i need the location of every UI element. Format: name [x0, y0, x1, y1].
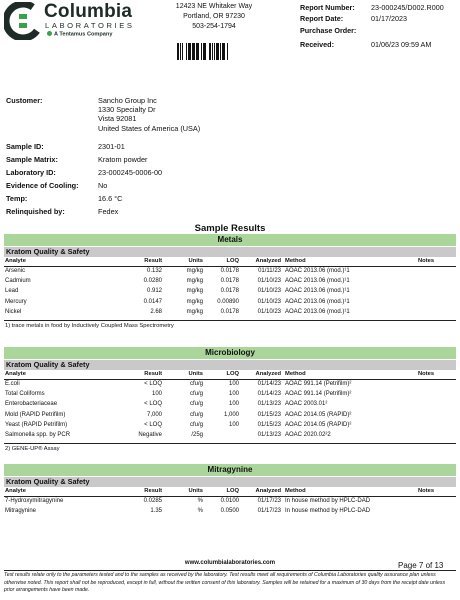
- received-date: 01/06/23 09:59 AM: [371, 40, 432, 49]
- table-cell: Lead: [5, 288, 19, 295]
- column-header: Notes: [418, 371, 435, 377]
- cooling-value: No: [98, 181, 108, 190]
- table-cell: %: [197, 498, 203, 504]
- table-cell: 0.0178: [220, 308, 239, 315]
- table-cell: cfu/g: [189, 411, 203, 418]
- column-header: Analyzed: [255, 258, 281, 264]
- table-cell: AOAC 2013.06 (mod.)¹1: [285, 268, 350, 274]
- group-header-bar: Kratom Quality & Safety: [4, 477, 456, 487]
- table-cell: 0.0147: [143, 298, 162, 305]
- table-cell: < LOQ: [144, 421, 162, 428]
- table-row: [0, 391, 460, 401]
- report-number-label: Report Number:: [300, 3, 355, 12]
- address-line-3: 503-254-1794: [192, 23, 236, 30]
- header-divider: [4, 496, 456, 497]
- column-header: Notes: [418, 258, 435, 264]
- table-cell: AOAC 2013.06 (mod.)¹1: [285, 278, 350, 285]
- table-cell: Nickel: [5, 308, 22, 315]
- purchase-order-label: Purchase Order:: [300, 26, 357, 35]
- table-cell: < LOQ: [144, 381, 162, 387]
- table-cell: 01/15/23: [257, 421, 281, 428]
- column-header: Analyte: [5, 258, 26, 264]
- table-cell: mg/kg: [186, 268, 203, 274]
- table-cell: AOAC 2020.02²2: [285, 432, 331, 438]
- section-divider: [4, 320, 456, 321]
- customer-line: Sancho Group Inc: [98, 96, 157, 105]
- column-header: LOQ: [226, 488, 239, 494]
- laboratory-id: 23-000245-0006-00: [98, 168, 163, 177]
- table-cell: AOAC 2003.01²: [285, 401, 328, 408]
- table-cell: 7,000: [146, 411, 162, 418]
- table-cell: 0.912: [146, 288, 162, 295]
- column-header: Units: [188, 488, 203, 494]
- report-number: 23-000245/D002.R000: [371, 3, 444, 12]
- table-cell: 100: [228, 421, 239, 428]
- table-cell: 1.35: [150, 508, 162, 515]
- table-cell: 0.0100: [220, 498, 239, 504]
- table-cell: Yeast (RAPID Petrifilm): [5, 421, 68, 428]
- table-cell: 01/13/23: [257, 401, 281, 408]
- column-header: Result: [144, 258, 162, 264]
- table-row: [0, 412, 460, 422]
- table-row: [0, 268, 460, 278]
- table-cell: cfu/g: [189, 381, 203, 387]
- table-cell: Mercury: [5, 298, 27, 305]
- table-cell: %: [197, 508, 203, 515]
- table-cell: cfu/g: [189, 391, 203, 398]
- cooling-label: Evidence of Cooling:: [6, 181, 79, 190]
- table-row: [0, 309, 460, 319]
- table-cell: 01/14/23: [257, 391, 281, 398]
- table-cell: < LOQ: [144, 401, 162, 408]
- table-cell: Negative: [138, 432, 162, 438]
- table-cell: 100: [228, 401, 239, 408]
- table-cell: 100: [228, 391, 239, 398]
- brand-tagline: [47, 31, 112, 38]
- columbia-logo-icon: [4, 2, 42, 40]
- table-cell: 0.0500: [220, 508, 239, 515]
- section-title-bar: Metals: [4, 234, 456, 246]
- table-cell: mg/kg: [186, 298, 203, 305]
- customer-line: Vista 92081: [98, 114, 137, 123]
- table-cell: 0.0178: [220, 288, 239, 295]
- column-header: Analyte: [5, 488, 26, 494]
- table-cell: Enterobacteriaceae: [5, 401, 58, 408]
- section-title-bar: Microbiology: [4, 347, 456, 359]
- table-cell: 01/10/23: [257, 308, 281, 315]
- table-cell: 01/10/23: [257, 288, 281, 295]
- table-cell: 01/17/23: [257, 498, 281, 504]
- table-cell: 2.68: [150, 308, 162, 315]
- sample-matrix-label: Sample Matrix:: [6, 155, 58, 164]
- results-title: Sample Results: [194, 223, 266, 234]
- column-header: LOQ: [226, 371, 239, 377]
- group-header-bar: Kratom Quality & Safety: [4, 360, 456, 370]
- table-cell: 0.0285: [143, 498, 162, 504]
- disclaimer: Test results relate only to the parameters tested and to the samples as received by the laboratory. Test results meet all requirements of Columbia Laboratories quality assurance plan unless otherwise noted. This report shall not be reproduced, except in full, without the written consent of this laboratory. Samples will be retained for a maximum of 30 days from the receipt date unless prior arrangements have been made.: [4, 572, 446, 594]
- table-cell: cfu/g: [189, 421, 203, 428]
- table-cell: 1,000: [223, 411, 239, 418]
- customer-line: United States of America (USA): [98, 124, 201, 133]
- address-line-1: 12423 NE Whitaker Way: [175, 3, 253, 10]
- table-cell: 01/10/23: [257, 278, 281, 285]
- relinquished-value: Fedex: [98, 207, 119, 216]
- column-header: Method: [285, 488, 306, 494]
- table-cell: mg/kg: [186, 278, 203, 285]
- group-header-bar: Kratom Quality & Safety: [4, 247, 456, 257]
- column-header: Analyzed: [255, 488, 281, 494]
- table-cell: 0.0178: [220, 278, 239, 285]
- section-footnote: 2) GENE-UP® Assay: [5, 446, 60, 453]
- table-cell: 7-Hydroxymitragynine: [5, 498, 64, 504]
- table-row: [0, 508, 460, 518]
- temp-label: Temp:: [6, 194, 28, 203]
- sample-id-label: Sample ID:: [6, 142, 44, 151]
- table-cell: /25g: [191, 432, 203, 438]
- temp-value: 16.6 °C: [98, 194, 123, 203]
- table-row: [0, 278, 460, 288]
- column-header: Result: [144, 371, 162, 377]
- table-row: [0, 432, 460, 442]
- table-cell: 100: [228, 381, 239, 387]
- section-title-bar: Mitragynine: [4, 464, 456, 476]
- report-date: 01/17/2023: [371, 14, 407, 23]
- header-divider: [4, 379, 456, 380]
- table-cell: Salmonella spp. by PCR: [5, 432, 71, 438]
- table-row: [0, 299, 460, 309]
- column-header: Method: [285, 258, 306, 264]
- table-cell: 01/14/23: [257, 381, 281, 387]
- brand-subtitle: LABORATORIES: [45, 21, 135, 30]
- table-cell: 01/17/23: [257, 508, 281, 515]
- sample-matrix: Kratom powder: [98, 155, 148, 164]
- table-cell: Mold (RAPID Petrifilm): [5, 411, 66, 418]
- header-divider: [4, 266, 456, 267]
- brand-tagline-text: A Tentamus Company: [54, 31, 113, 38]
- table-cell: AOAC 2013.06 (mod.)¹1: [285, 298, 350, 305]
- report-date-label: Report Date:: [300, 14, 344, 23]
- table-row: [0, 422, 460, 432]
- table-cell: Arsenic: [5, 268, 26, 274]
- table-cell: 0.132: [146, 268, 162, 274]
- column-header: Result: [144, 488, 162, 494]
- table-row: [0, 401, 460, 411]
- table-cell: 01/11/23: [258, 268, 281, 274]
- table-cell: AOAC 2013.06 (mod.)¹1: [285, 308, 350, 315]
- column-header: Analyzed: [255, 371, 281, 377]
- customer-label: Customer:: [6, 96, 43, 105]
- footer-divider: [4, 570, 456, 571]
- column-header: Method: [285, 371, 306, 377]
- table-cell: AOAC 2013.06 (mod.)¹1: [285, 288, 350, 295]
- brand-name: Columbia: [44, 1, 133, 22]
- table-cell: AOAC 991.14 (Petrifilm)²: [285, 381, 352, 387]
- table-cell: In house method by HPLC-DAD: [285, 508, 371, 515]
- table-cell: 0.0280: [143, 278, 162, 285]
- column-header: LOQ: [226, 258, 239, 264]
- website-link[interactable]: www.columbialaboratories.com: [184, 560, 276, 566]
- column-header: Units: [188, 371, 203, 377]
- table-cell: 01/15/23: [257, 411, 281, 418]
- relinquished-label: Relinquished by:: [6, 207, 65, 216]
- table-cell: Total Coliforms: [5, 391, 45, 398]
- table-cell: 01/10/23: [257, 298, 281, 305]
- table-cell: In house method by HPLC-DAD: [285, 498, 371, 504]
- table-row: [0, 498, 460, 508]
- section-footnote: 1) trace metals in food by Inductively Coupled Mass Spectrometry: [5, 323, 174, 329]
- barcode-bar: [227, 43, 228, 60]
- table-cell: Mitragynine: [5, 508, 37, 515]
- table-cell: 100: [151, 391, 162, 398]
- column-header: Analyte: [5, 371, 26, 377]
- table-cell: 0.00890: [217, 298, 239, 305]
- section-divider: [4, 443, 456, 444]
- page-number: Page 7 of 13: [398, 561, 444, 570]
- table-cell: mg/kg: [186, 288, 203, 295]
- table-cell: cfu/g: [189, 401, 203, 408]
- table-cell: E.coli: [5, 381, 20, 387]
- table-cell: AOAC 2014.05 (RAPID)²: [285, 411, 352, 418]
- column-header: Units: [188, 258, 203, 264]
- table-cell: Cadmium: [5, 278, 31, 285]
- table-cell: mg/kg: [186, 308, 203, 315]
- table-cell: AOAC 991.14 (Petrifilm)²: [285, 391, 352, 398]
- tentamus-icon: [47, 31, 52, 36]
- table-row: [0, 381, 460, 391]
- table-cell: 01/13/23: [257, 432, 281, 438]
- column-header: Notes: [418, 488, 435, 494]
- address-line-2: Portland, OR 97230: [183, 13, 245, 20]
- received-label: Received:: [300, 40, 334, 49]
- sample-id: 2301-01: [98, 142, 125, 151]
- table-row: [0, 288, 460, 298]
- table-cell: AOAC 2014.05 (RAPID)²: [285, 421, 352, 428]
- barcode-icon: [177, 43, 247, 60]
- laboratory-id-label: Laboratory ID:: [6, 168, 56, 177]
- table-cell: 0.0178: [220, 268, 239, 274]
- customer-line: 1330 Specialty Dr: [98, 105, 156, 114]
